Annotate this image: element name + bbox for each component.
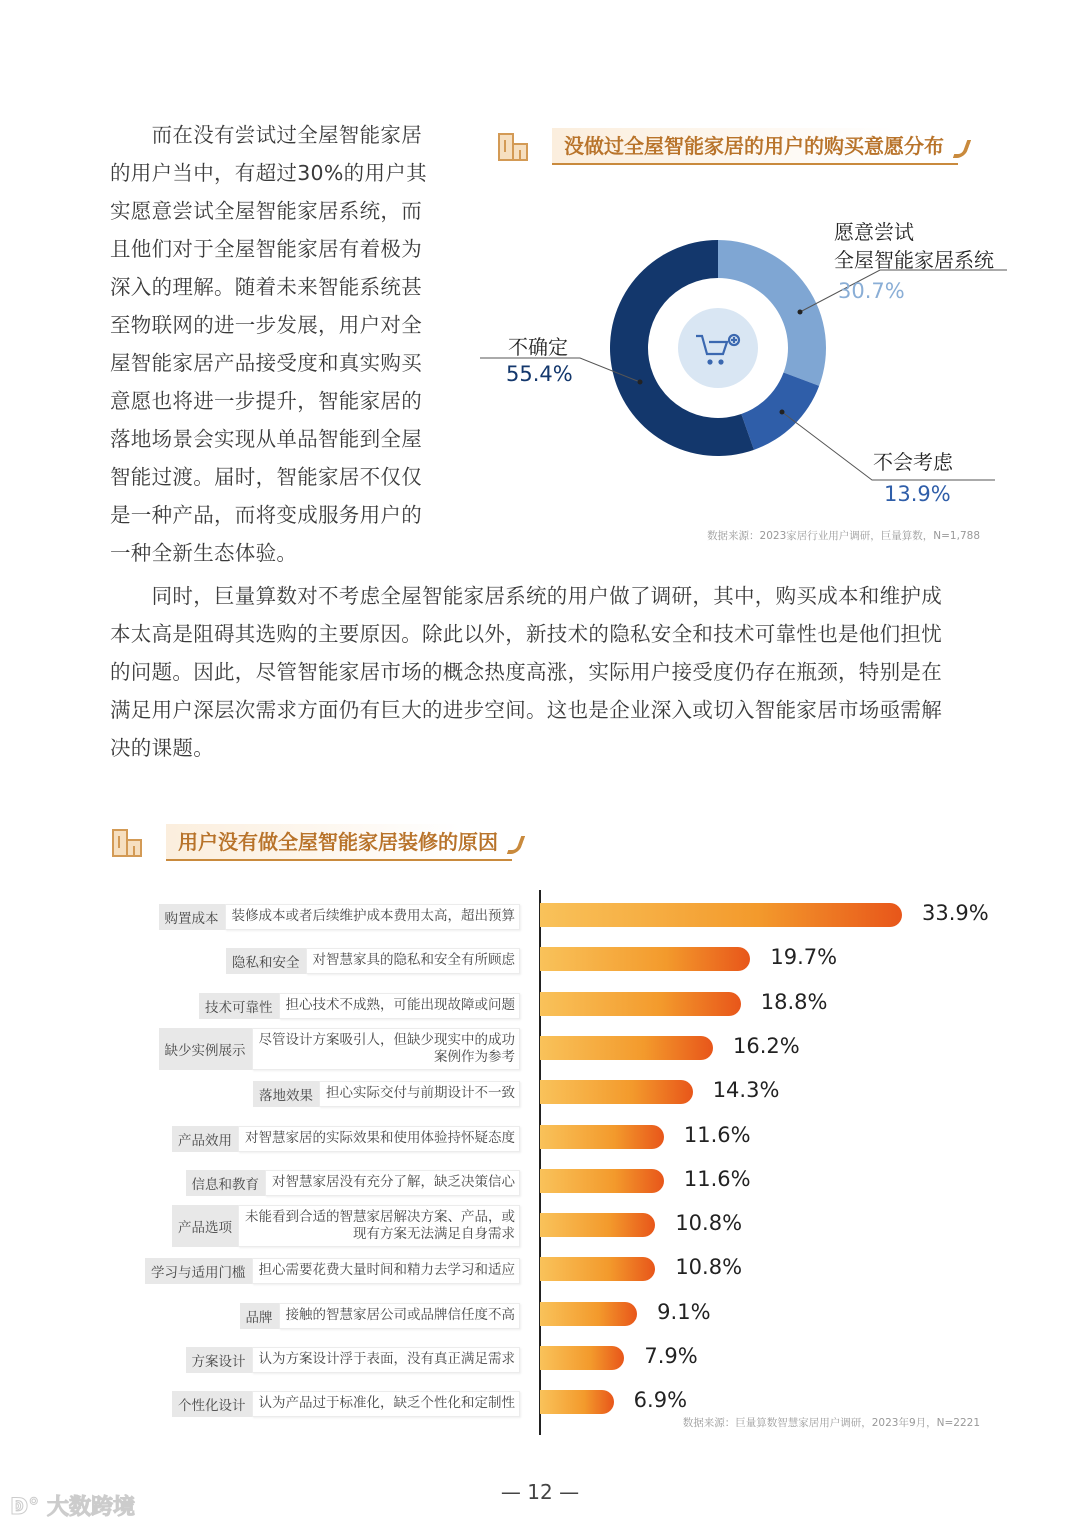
bar bbox=[540, 1169, 664, 1193]
description-line: 未能看到合适的智慧家居解决方案、产品，或 bbox=[245, 1209, 515, 1226]
category-description bbox=[252, 1258, 521, 1284]
bar-value-label: 9.1% bbox=[657, 1299, 711, 1324]
category-description bbox=[279, 993, 521, 1019]
bar-value-label: 10.8% bbox=[675, 1211, 743, 1236]
category-name: 方案设计 bbox=[186, 1347, 252, 1373]
paragraph-line: 同时，巨量算数对不考虑全屋智能家居系统的用户做了调研，其中，购买成本和维护成 bbox=[110, 584, 942, 608]
description-line: 案例作为参考 bbox=[434, 1048, 515, 1065]
bar bbox=[540, 1346, 624, 1370]
bar bbox=[540, 1302, 637, 1326]
paragraph-line: 屋智能家居产品接受度和真实购买 bbox=[110, 351, 422, 375]
bar-category-label bbox=[226, 948, 520, 974]
donut-chart-title: 没做过全屋智能家居的用户的购买意愿分布 bbox=[498, 128, 968, 165]
donut-label-no: 不会考虑 bbox=[873, 450, 953, 474]
description-line: 对智慧家居的实际效果和使用体验持怀疑态度 bbox=[245, 1129, 515, 1146]
bar-value-label: 18.8% bbox=[760, 989, 828, 1014]
building-icon bbox=[498, 132, 530, 162]
category-name: 信息和教育 bbox=[186, 1170, 266, 1196]
bar-value-label: 19.7% bbox=[770, 945, 838, 970]
paragraph-line: 是一种产品，而将变成服务用户的 bbox=[110, 503, 422, 527]
bar-category-label bbox=[240, 1303, 521, 1329]
category-name: 缺少实例展示 bbox=[159, 1028, 252, 1070]
description-line: 认为产品过于标准化，缺乏个性化和定制性 bbox=[258, 1395, 515, 1412]
bar-category-label bbox=[253, 1081, 520, 1107]
paragraph-line: 深入的理解。随着未来智能系统甚 bbox=[110, 275, 422, 299]
bar-category-label bbox=[186, 1347, 521, 1373]
donut-label-willing: 愿意尝试 全屋智能家居系统 bbox=[834, 220, 994, 272]
paragraph-line: 满足用户深层次需求方面仍有巨大的进步空间。这也是企业深入或切入智能家居市场亟需解 bbox=[110, 698, 942, 722]
description-line: 担心需要花费大量时间和精力去学习和适应 bbox=[258, 1262, 515, 1279]
category-description bbox=[252, 1391, 521, 1417]
category-description bbox=[279, 1303, 521, 1329]
category-name: 个性化设计 bbox=[172, 1391, 252, 1417]
description-line: 接触的智慧家居公司或品牌信任度不高 bbox=[285, 1306, 515, 1323]
paragraph-line: 智能过渡。届时，智能家居不仅仅 bbox=[110, 465, 422, 489]
category-name: 品牌 bbox=[240, 1303, 279, 1329]
bar bbox=[540, 992, 741, 1016]
category-name: 落地效果 bbox=[253, 1081, 319, 1107]
paragraph-line: 决的课题。 bbox=[110, 736, 214, 760]
leader-dot bbox=[780, 410, 785, 415]
donut-label-unsure: 不确定 bbox=[508, 335, 568, 359]
bar bbox=[540, 1036, 713, 1060]
paragraph-line: 而在没有尝试过全屋智能家居 bbox=[110, 123, 422, 147]
bar-category-label bbox=[159, 1028, 521, 1070]
bar-category-label bbox=[172, 1126, 520, 1152]
bar-value-label: 16.2% bbox=[732, 1033, 800, 1058]
bar-value-label: 11.6% bbox=[683, 1166, 751, 1191]
bar-category-label bbox=[145, 1258, 520, 1284]
leader-dot bbox=[638, 380, 643, 385]
paragraph-line: 的用户当中，有超过30%的用户其 bbox=[110, 161, 427, 185]
page-number: — 12 — bbox=[500, 1480, 580, 1504]
paragraph-line: 且他们对于全屋智能家居有着极为 bbox=[110, 237, 422, 261]
description-line: 现有方案无法满足自身需求 bbox=[353, 1226, 515, 1243]
category-description bbox=[252, 1028, 521, 1070]
bar-category-label bbox=[172, 1205, 520, 1247]
category-name: 产品选项 bbox=[172, 1205, 238, 1247]
category-description bbox=[306, 948, 521, 974]
bar-value-label: 6.9% bbox=[633, 1388, 688, 1413]
donut-value-willing: 30.7% bbox=[838, 279, 905, 303]
paragraph-line: 本太高是阻碍其选购的主要原因。除此以外，新技术的隐私安全和技术可靠性也是他们担忧 bbox=[110, 622, 942, 646]
bar bbox=[540, 947, 750, 971]
paragraph-line: 意愿也将进一步提升，智能家居的 bbox=[110, 389, 422, 413]
description-line: 担心实际交付与前期设计不一致 bbox=[326, 1085, 515, 1102]
paragraph-line: 实愿意尝试全屋智能家居系统，而 bbox=[110, 199, 422, 223]
category-description bbox=[265, 1170, 520, 1196]
bar bbox=[540, 1125, 664, 1149]
bar-value-label: 7.9% bbox=[644, 1344, 698, 1368]
category-description bbox=[319, 1081, 520, 1107]
bar bbox=[540, 1390, 614, 1414]
description-line: 对智慧家具的隐私和安全有所顾虑 bbox=[312, 952, 515, 969]
bar-category-label bbox=[186, 1170, 521, 1196]
bar-value-label: 10.8% bbox=[675, 1255, 743, 1280]
bar bbox=[540, 1213, 655, 1237]
bar-chart-title: 用户没有做全屋智能家居装修的原因 bbox=[112, 824, 522, 861]
paragraph-line: 的问题。因此，尽管智能家居市场的概念热度高涨，实际用户接受度仍存在瓶颈，特别是在 bbox=[110, 660, 942, 684]
center-circle bbox=[678, 308, 758, 388]
description-line: 装修成本或者后续维护成本费用太高，超出预算 bbox=[231, 908, 515, 924]
description-line: 对智慧家居没有充分了解，缺乏决策信心 bbox=[272, 1173, 515, 1190]
bar-category-label bbox=[199, 993, 520, 1019]
category-description bbox=[252, 1347, 521, 1373]
category-description bbox=[225, 904, 521, 930]
paragraph-line: 一种全新生态体验。 bbox=[110, 541, 298, 565]
paragraph-line: 至物联网的进一步发展，用户对全 bbox=[110, 313, 422, 337]
bar bbox=[540, 1257, 655, 1281]
description-line: 尽管设计方案吸引人，但缺少现实中的成功 bbox=[258, 1031, 515, 1048]
bar bbox=[540, 1080, 693, 1104]
donut-value-no: 13.9% bbox=[884, 482, 951, 506]
bar-source-note: 数据来源：巨量算数智慧家居用户调研，2023年9月，N=2221 bbox=[682, 1417, 980, 1429]
description-line: 认为方案设计浮于表面，没有真正满足需求 bbox=[258, 1351, 515, 1367]
category-name: 购置成本 bbox=[159, 904, 225, 930]
watermark-logo: ↁ° 大数跨境 bbox=[10, 1495, 135, 1520]
bar-value-label: 11.6% bbox=[683, 1122, 751, 1147]
category-name: 技术可靠性 bbox=[199, 993, 279, 1019]
bar bbox=[540, 903, 902, 927]
bar-category-label bbox=[159, 904, 521, 930]
leader-dot bbox=[798, 310, 803, 315]
category-name: 产品效用 bbox=[172, 1126, 238, 1152]
category-description bbox=[238, 1205, 520, 1247]
description-line: 担心技术不成熟，可能出现故障或问题 bbox=[285, 996, 515, 1013]
donut-value-unsure: 55.4% bbox=[506, 362, 573, 386]
watermark-icon: ↁ° bbox=[10, 1495, 40, 1520]
category-description bbox=[238, 1126, 520, 1152]
paragraph-line: 落地场景会实现从单品智能到全屋 bbox=[110, 427, 422, 451]
bar-value-label: 14.3% bbox=[712, 1078, 780, 1103]
building-icon bbox=[112, 828, 144, 858]
category-name: 学习与适用门槛 bbox=[145, 1258, 252, 1284]
donut-source-note: 数据来源：2023家居行业用户调研，巨量算数，N=1,788 bbox=[707, 530, 980, 542]
bar-value-label: 33.9% bbox=[922, 901, 989, 925]
bar-category-label bbox=[172, 1391, 520, 1417]
category-name: 隐私和安全 bbox=[226, 948, 306, 974]
